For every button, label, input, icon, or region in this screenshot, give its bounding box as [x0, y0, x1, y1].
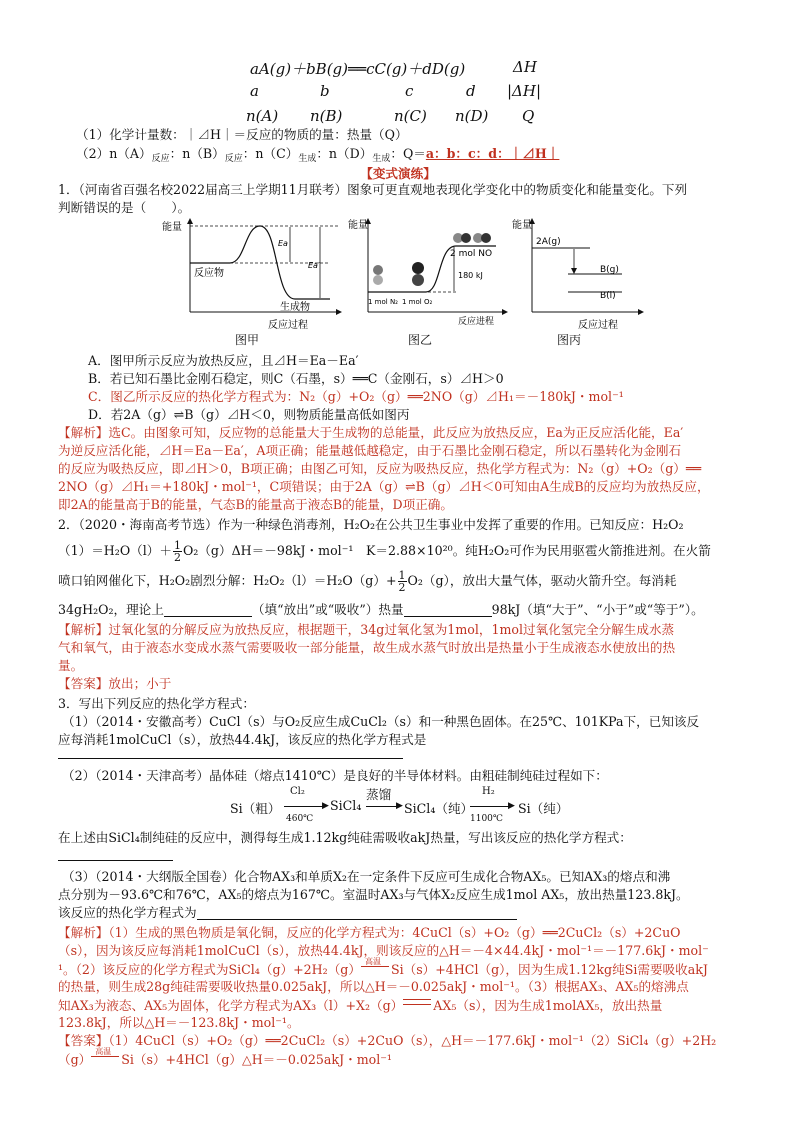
q1-line-2: 判断错误的是（ ）。: [58, 200, 191, 215]
fig-c-bl: B(l): [600, 291, 616, 301]
q3-part3-blank[interactable]: [197, 905, 517, 920]
q-symbol: Q: [522, 107, 535, 125]
q1-analysis-3: 的反应为吸热反应，即⊿H＞0，B项正确；由图乙可知，反应为吸热反应，热化学方程式为：N₂（g）+O₂（g）══: [58, 461, 702, 476]
flow-arrowhead-3: ▶: [508, 801, 515, 811]
q1-line-1: 1．（河南省百强名校2022届高三上学期11月联考）图象可更直观地表现化学变化中的物质变化和能量变化。下列: [58, 182, 688, 197]
abs-dh: |ΔH|: [507, 82, 542, 100]
section-title: 【变式演练】: [360, 166, 436, 181]
n-c: n(C): [394, 107, 427, 125]
q3-part2-a: （2）（2014・天津高考）晶体硅（熔点1410℃）是良好的半导体材料。由粗硅制纯硅过程如下：: [62, 768, 608, 783]
coef-a: a: [250, 82, 259, 100]
rule-1: （1）化学计量数：｜⊿H｜＝反应的物质的量：热量（Q）: [76, 127, 408, 142]
gw-label-2: 高温: [95, 1047, 112, 1056]
q2-line-2: [58, 540, 711, 563]
q3-analysis-2: （s），因为该反应每消耗1molCuCl（s），放热44.4kJ，则该反应的△H＝－4×44.4kJ・mol⁻¹＝－177.6kJ・mol⁻: [58, 943, 709, 958]
n-a: n(A): [246, 107, 279, 125]
silicon-flow-diagram: [230, 786, 570, 830]
q2-line-1: 2．（2020・海南高考节选）作为一种绿色消毒剂，H₂O₂在公共卫生事业中发挥了重要的作用。已知反应：H₂O₂: [58, 517, 684, 532]
q2-analysis-2: 气和氧气，由于液态水变成水蒸气需要吸收一部分能量，故生成水蒸气时放出是热量小于生成液态水使放出的热: [58, 640, 676, 655]
q2-line-3b: O₂（g），放出大量气体，驱动火箭升空。每消耗: [407, 573, 677, 588]
rule-2-answer: a：b：c：d：｜⊿H｜: [425, 146, 560, 161]
q1-option-c: C．图乙所示反应的热化学方程式为：N₂（g）+O₂（g）══2NO（g）⊿H₁＝－180kJ・mol⁻¹: [88, 389, 624, 404]
q3-answer-2a: （g）: [58, 1052, 92, 1067]
q2-frac-2-den: 2: [398, 581, 406, 594]
q1-option-b: B．若已知石墨比金刚石稳定，则C（石墨，s）══C（金刚石，s）⊿H＞0: [88, 371, 504, 386]
q3-part3-c: [58, 904, 517, 922]
flow-460: 460℃: [286, 814, 314, 824]
fig-c-2ag: 2A(g): [536, 237, 561, 247]
gw-line-1: [361, 966, 389, 967]
flow-arrow-2: [366, 806, 398, 807]
gw-arrow-1: [361, 957, 391, 974]
q2-analysis-3: 量。: [58, 658, 84, 673]
q1-option-a: A．图甲所示反应为放热反应，且⊿H＝Ea－Ea′: [88, 353, 359, 368]
fig-b-no: 2 mol NO: [450, 249, 493, 259]
q3-analysis-5b: AX₅（s），因为生成1molAX₅，放出热量: [433, 998, 663, 1013]
q2-blank-1[interactable]: [164, 602, 252, 617]
q3-title: 3．写出下列反应的热化学方程式：: [58, 696, 255, 711]
fig-c-bg: B(g): [600, 265, 619, 275]
n-b: n(B): [310, 107, 343, 125]
q1-analysis-5: 即2A的能量高于B的能量，气态B的能量高于液态B的能量，D项正确。: [58, 497, 453, 512]
flow-si-pure: Si（纯）: [518, 801, 569, 816]
fig-c-process: 反应过程: [578, 320, 618, 331]
eq-line-bottom: [403, 1004, 431, 1005]
q3-part1-b: 应每消耗1molCuCl（s），放热44.4kJ，该反应的热化学方程式是: [58, 732, 427, 747]
q3-analysis-3b: Si（s）+4HCl（g），因为生成1.12kg纯Si需要吸收akJ: [390, 962, 708, 977]
figure-b: [346, 216, 516, 351]
q2-blank-2[interactable]: [404, 602, 492, 617]
fig-a-ea: Ea: [278, 239, 288, 248]
q1-analysis-4: 2NO（g）⊿H₁＝+180kJ・mol⁻¹，C项错误；由于2A（g）⇌B（g）⊿H＜0可知由A生成B的反应均为放热反应，: [58, 479, 710, 494]
fig-a-product: 生成物: [280, 302, 310, 313]
rule-2-eq: ：Q＝: [390, 146, 426, 161]
coef-c: c: [405, 82, 414, 100]
q3-analysis-5: [58, 996, 662, 1015]
q3-analysis-5a: 知AX₃为液态、AX₅为固体，化学方程式为AX₃（l）+X₂（g）: [58, 998, 404, 1013]
coef-d: d: [466, 82, 476, 100]
sub-reactant-2: 反应: [224, 154, 243, 164]
q2-line-2b: O₂（g）ΔH＝－98kJ・mol⁻¹ K＝2.88×10²⁰。纯H₂O₂可作为民用驱雹火箭推进剂。在火箭: [182, 543, 711, 558]
q2-analysis-1: 【解析】过氧化氢的分解反应为放热反应，根据题干，34g过氧化氢为1mol，1mol过氧化氢完全分解生成水蒸: [58, 622, 675, 637]
eq-arrow-1: [403, 996, 433, 1010]
q2-frac-1-den: 2: [173, 551, 181, 564]
fig-a-process: 反应过程: [268, 320, 308, 331]
q3-part2-blank[interactable]: [58, 860, 173, 861]
flow-arrow-3: [470, 806, 510, 807]
gw-label-1: 高温: [364, 957, 381, 966]
flow-arrowhead-2: ▶: [396, 801, 403, 811]
coef-b: b: [320, 82, 330, 100]
q2-answer: 【答案】放出；小于: [58, 676, 172, 691]
q2-line-4: [58, 601, 704, 619]
q2-line-3: [58, 570, 677, 593]
fig-b-process: 反应进程: [458, 317, 495, 327]
q3-part1-a: （1）（2014・安徽高考）CuCl（s）与O₂反应生成CuCl₂（s）和一种黑色固体。在25℃、101KPa下，已知该反: [62, 714, 700, 729]
q2-line-4a: 34gH₂O₂，理论上: [58, 602, 164, 617]
q2-line-3a: 喷口铂网催化下，H₂O₂剧烈分解：H₂O₂（l）＝H₂O（g）+: [58, 573, 397, 588]
eq-line-top: [403, 999, 431, 1000]
figure-a: [160, 216, 350, 351]
fig-b-energy: 能量: [348, 220, 368, 231]
gw-arrow-2: [91, 1047, 121, 1064]
fig-b-o2: 1 mol O₂: [402, 298, 433, 306]
sub-reactant-1: 反应: [151, 154, 170, 164]
fig-b-caption: 图乙: [408, 333, 433, 347]
q1-analysis-1: 【解析】选C。由图象可知，反应物的总能量大于生成物的总能量，此反应为放热反应，Ea为正反应活化能，Ea′: [58, 425, 684, 440]
fig-b-180kj: 180 kJ: [458, 271, 483, 280]
q3-analysis-3: [58, 957, 708, 979]
flow-cl2: Cl₂: [290, 786, 305, 797]
q3-answer-1: 【答案】（1）4CuCl（s）+O₂（g）══2CuCl₂（s）+2CuO（s），△H＝－177.6kJ・mol⁻¹（2）SiCl₄（g）+2H₂: [58, 1033, 717, 1048]
fig-a-ea-prime: Ea′: [308, 261, 320, 270]
q2-frac-2-num: 1: [398, 569, 406, 582]
fig-a-reactant: 反应物: [194, 268, 224, 279]
q2-frac-1: [173, 540, 182, 563]
q3-answer-2: [58, 1047, 392, 1069]
header-equation: aA(g)＋bB(g)══cC(g)＋dD(g): [250, 60, 466, 78]
q2-line-4c: 98kJ（填“大于”、“小于”或“等于”）。: [491, 602, 704, 617]
n-d: n(D): [455, 107, 489, 125]
fig-a-caption: 图甲: [235, 333, 260, 347]
flow-sicl4-pure: SiCl₄（纯）: [404, 801, 474, 816]
q3-analysis-1: 【解析】（1）生成的黑色物质是氧化铜，反应的化学方程式为：4CuCl（s）+O₂（g）══2CuCl₂（s）+2CuO: [58, 925, 681, 940]
rule-2-nb: ：n（B）: [169, 146, 225, 161]
sub-product-2: 生成: [372, 154, 391, 164]
q1-option-d: D．若2A（g）⇌B（g）⊿H＜0，则物质能量高低如图丙: [88, 407, 410, 422]
q2-frac-2: [398, 570, 407, 593]
header-dh: ΔH: [513, 58, 537, 76]
q3-part2-b: 在上述由SiCl₄制纯硅的反应中，测得每生成1.12kg纯硅需吸收akJ热量，写出该反应的热化学方程式：: [58, 830, 632, 845]
flow-si-crude: Si（粗）: [230, 801, 281, 816]
rule-2-prefix: （2）n（A）: [76, 146, 152, 161]
fig-b-n2: 1 mol N₂: [368, 298, 398, 306]
q2-frac-1-num: 1: [173, 539, 181, 552]
q2-line-4b: （填“放出”或“吸收”）热量: [251, 602, 404, 617]
q3-analysis-3a: ¹。（2）该反应的化学方程式为SiCl₄（g）+2H₂（g）: [58, 962, 361, 977]
flow-distill: 蒸馏: [366, 787, 392, 802]
flow-1100: 1100℃: [470, 814, 503, 824]
flow-arrow-1: [284, 806, 324, 807]
flow-sicl4: SiCl₄: [330, 798, 362, 813]
fig-c-caption: 图丙: [557, 333, 582, 347]
rule-2-nd: ：n（D）: [316, 146, 373, 161]
q3-part3-a: （3）（2014・大纲版全国卷）化合物AX₃和单质X₂在一定条件下反应可生成化合物AX₅。已知AX₃的熔点和沸: [62, 869, 671, 884]
q3-part3-c-text: 该反应的热化学方程式为: [58, 905, 197, 920]
gw-line-2: [91, 1056, 119, 1057]
sub-product-1: 生成: [298, 154, 317, 164]
q1-analysis-2: 为逆反应活化能，⊿H＝Ea－Ea′，A项正确；能量越低越稳定，由于石墨比金刚石稳定，所以石墨转化为金刚石: [58, 443, 682, 458]
flow-arrowhead-1: ▶: [322, 801, 329, 811]
q3-answer-2b: Si（s）+4HCl（g）△H＝－0.025akJ・mol⁻¹: [121, 1052, 392, 1067]
q2-line-2a: （1）＝H₂O（l）＋: [58, 543, 172, 558]
fig-a-energy: 能量: [162, 222, 182, 233]
q3-part1-blank[interactable]: [58, 758, 403, 759]
flow-h2: H₂: [482, 786, 495, 797]
q3-part3-b: 点分别为－93.6℃和76℃，AX₅的熔点为167℃。室温时AX₃与气体X₂反应生成1mol AX₅，放出热量123.8kJ。: [58, 887, 689, 902]
figure-c: [512, 216, 652, 351]
q3-analysis-6: 123.8kJ，所以△H＝－123.8kJ・mol⁻¹。: [58, 1015, 300, 1030]
rule-2-nc: ：n（C）: [242, 146, 299, 161]
q3-analysis-4: 的热量，则生成28g纯硅需要吸收热量0.025akJ，所以△H＝－0.025akJ・mol⁻¹。（3）根据AX₃、AX₅的熔沸点: [58, 979, 689, 994]
fig-c-energy: 能量: [512, 220, 532, 231]
